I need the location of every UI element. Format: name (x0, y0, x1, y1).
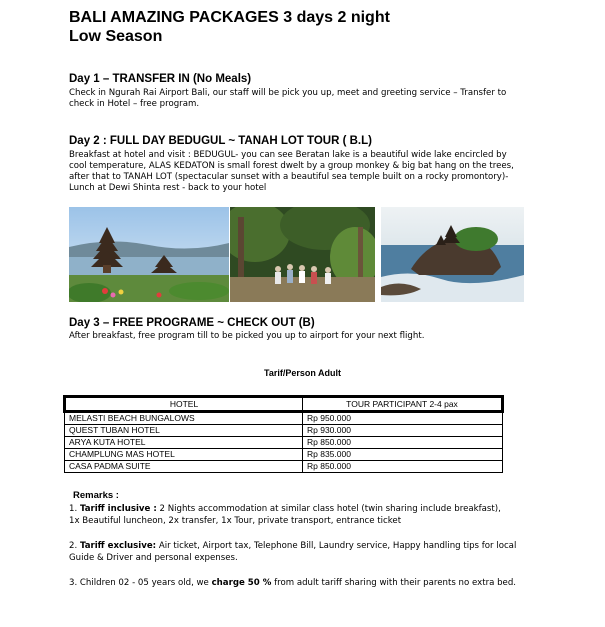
tarif-caption: Tarif/Person Adult (263, 368, 341, 378)
remark-1-label: Tariff inclusive : (79, 504, 157, 514)
hotel-price: Rp 950.000 (303, 412, 503, 425)
alas-kedaton-forest-photo (230, 207, 375, 302)
remark-1-text: 2 Nights accommodation at similar class hotel (twin sharing include breakfast), (156, 504, 501, 514)
day2-line: cool temperature, ALAS KEDATON is small forest dwelt by a group monkey & big bat hang on the trees, (69, 161, 514, 171)
hotel-name: CHAMPLUNG MAS HOTEL (65, 449, 303, 461)
day1-line: check in Hotel – free program. (69, 99, 200, 109)
day2-line: after that to TANAH LOT (spectacular sunset with a beautiful sea temple built on a rocky promontory)- (69, 172, 509, 182)
table-row (65, 437, 503, 449)
remarks-heading: Remarks : (73, 490, 119, 501)
remark-2 (69, 541, 516, 564)
hotel-price: Rp 850.000 (303, 437, 503, 449)
day2-line: Breakfast at hotel and visit : BEDUGUL- you can see Beratan lake is a beautiful wide lake encircled by (69, 150, 507, 160)
day2-line: Lunch at Dewi Shinta rest - back to your hotel (69, 183, 267, 193)
hotel-name: QUEST TUBAN HOTEL (65, 425, 303, 437)
hotel-price: Rp 850.000 (303, 461, 503, 473)
remark-3 (69, 578, 516, 590)
remark-2-line-2: Guide & Driver and personal expenses. (69, 552, 238, 563)
remark-2-label: Tariff exclusive: (79, 541, 157, 551)
table-row (65, 412, 503, 425)
tarif-table (63, 395, 504, 473)
day3-description: After breakfast, free program till to be picked you up to airport for your next flight. (69, 331, 425, 341)
day2-heading: Day 2 : FULL DAY BEDUGUL ~ TANAH LOT TOUR ( B.L) (69, 135, 372, 147)
tanah-lot-temple-photo (381, 207, 524, 302)
participant-column-header: TOUR PARTICIPANT 2-4 pax (303, 397, 503, 412)
remark-3-charge: charge 50 % (211, 578, 272, 588)
hotel-price: Rp 930.000 (303, 425, 503, 437)
hotel-column-header: HOTEL (65, 397, 303, 412)
table-row (65, 449, 503, 461)
hotel-name: CASA PADMA SUITE (65, 461, 303, 473)
page-title (69, 8, 390, 46)
remark-1 (69, 504, 501, 527)
remark-2-number: 2. (69, 541, 80, 551)
hotel-price: Rp 835.000 (303, 449, 503, 461)
hotel-name: ARYA KUTA HOTEL (65, 437, 303, 449)
remark-1-line-2: 1x Beautiful luncheon, 2x transfer, 1x Tour, private transport, entrance ticket (69, 515, 402, 526)
bedugul-temple-photo (69, 207, 229, 302)
day3-heading: Day 3 – FREE PROGRAME ~ CHECK OUT (B) (69, 317, 315, 329)
table-row (65, 425, 503, 437)
remark-1-number: 1. (69, 504, 80, 514)
title-line-1: BALI AMAZING PACKAGES 3 days 2 night (69, 9, 390, 26)
day2-description (69, 150, 514, 194)
day1-heading: Day 1 – TRANSFER IN (No Meals) (69, 73, 252, 85)
table-row (65, 461, 503, 473)
hotel-name: MELASTI BEACH BUNGALOWS (65, 412, 303, 425)
day1-line: Check in Ngurah Rai Airport Bali, our staff will be pick you up, meet and greeting service – Transfer to (69, 88, 507, 98)
remark-3-text: 3. Children 02 - 05 years old, we (69, 578, 212, 588)
title-line-2: Low Season (69, 28, 163, 45)
remark-2-text: Air ticket, Airport tax, Telephone Bill, Laundry service, Happy handling tips for local (156, 541, 517, 551)
tarif-header-row (65, 397, 503, 412)
day1-description (69, 88, 506, 110)
remark-3-text-end: from adult tariff sharing with their parents no extra bed. (271, 578, 517, 588)
